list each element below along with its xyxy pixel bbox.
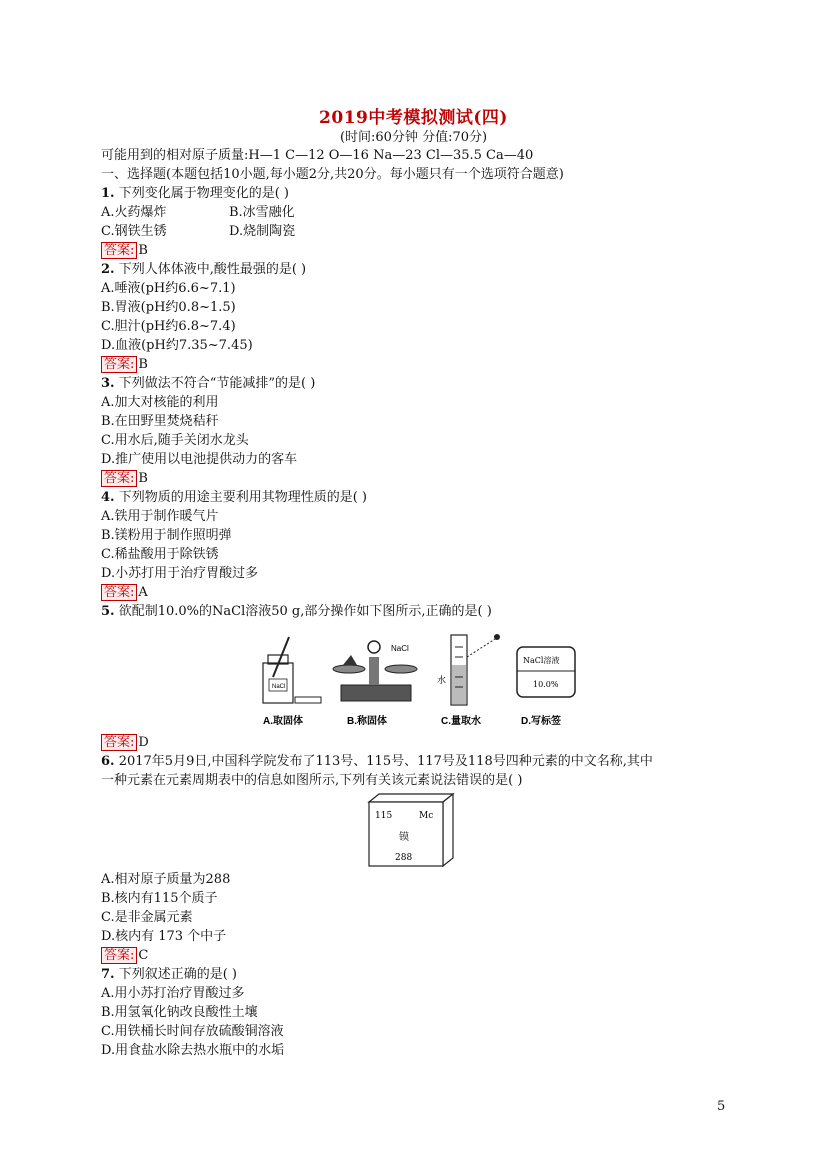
question-6-answer (101, 946, 741, 965)
question-6-stem-line-2: 一种元素在元素周期表中的信息如图所示,下列有关该元素说法错误的是( ) (101, 773, 523, 788)
answer-value: A (138, 585, 148, 600)
question-5-answer (101, 733, 741, 752)
question-1-stem (101, 184, 741, 203)
caption-d: D.写标签 (521, 716, 561, 727)
option-c: C.用铁桶长时间存放硫酸铜溶液 (101, 1024, 284, 1039)
option-c: C.是非金属元素 (101, 910, 193, 925)
element-name: 镆 (399, 832, 409, 843)
question-text: 下列物质的用途主要利用其物理性质的是( ) (114, 490, 367, 505)
option-d: D.用食盐水除去热水瓶中的水垢 (101, 1043, 285, 1058)
question-number: 5. (101, 604, 115, 619)
question-1-answer (101, 241, 741, 260)
question-4-answer (101, 583, 741, 602)
question-number: 6. (101, 754, 115, 769)
answer-value: C (138, 948, 149, 963)
option-d: D.烧制陶瓷 (229, 224, 296, 239)
caption-c: C.量取水 (441, 716, 481, 727)
element-cell-drawing (367, 792, 467, 868)
question-1-options-row-1 (101, 203, 741, 222)
element-number: 115 (375, 811, 393, 821)
caption-b: B.称固体 (347, 716, 387, 727)
question-7-stem (101, 965, 741, 984)
question-2-stem (101, 260, 741, 279)
question-text: 欲配制10.0%的NaCl溶液50 g,部分操作如下图所示,正确的是( ) (114, 604, 492, 619)
answer-tag[interactable]: 答案: (101, 242, 137, 259)
question-6-stem-line-1 (101, 752, 741, 771)
exam-subtitle: (时间:60分钟 分值:70分) (339, 130, 488, 145)
reagent-label-icon (517, 647, 575, 697)
answer-value: B (138, 357, 148, 372)
answer-value: B (138, 243, 148, 258)
element-symbol: Mc (419, 811, 434, 821)
option-c: C.胆汁(pH约6.8~7.4) (101, 319, 236, 334)
option-a: A.唾液(pH约6.6~7.1) (101, 281, 236, 296)
label-concentration: 10.0% (533, 680, 559, 689)
atomic-mass-line: 可能用到的相对原子质量:H—1 C—12 O—16 Na—23 Cl—35.5 Ca—40 (101, 148, 534, 163)
question-1-options-row-2 (101, 222, 741, 241)
label-title: NaCl溶液 (523, 656, 560, 665)
option-c: C.用水后,随手关闭水龙头 (101, 433, 249, 448)
option-b: B.在田野里焚烧秸秆 (101, 414, 219, 429)
option-b: B.用氢氧化钠改良酸性土壤 (101, 1005, 258, 1020)
option-a: A.相对原子质量为288 (101, 872, 231, 887)
balance-icon (333, 641, 417, 701)
bottle-label: NaCl (272, 684, 286, 690)
question-number: 2. (101, 262, 115, 277)
exam-title: 2019中考模拟测试(四) (319, 108, 508, 128)
exam-content (101, 146, 741, 1060)
reagent-bottle-icon (263, 637, 321, 703)
answer-tag[interactable]: 答案: (101, 470, 137, 487)
question-number: 7. (101, 967, 115, 982)
question-3-answer (101, 469, 741, 488)
question-4-stem (101, 488, 741, 507)
option-b: B.镁粉用于制作照明弹 (101, 528, 232, 543)
option-b: B.冰雪融化 (229, 205, 295, 220)
option-c: C.钢铁生锈 (101, 224, 167, 239)
question-3-stem (101, 374, 741, 393)
option-c: C.稀盐酸用于除铁锈 (101, 547, 219, 562)
option-d: D.推广使用以电池提供动力的客车 (101, 452, 298, 467)
answer-value: D (138, 735, 149, 750)
question-text: 2017年5月9日,中国科学院发布了113号、115号、117号及118号四种元素的中文名称,其中 (114, 754, 653, 769)
question-number: 3. (101, 376, 115, 391)
element-mass: 288 (395, 853, 413, 863)
graduated-cylinder-icon (437, 634, 500, 705)
water-label: 水 (437, 676, 447, 686)
question-text: 下列人体体液中,酸性最强的是( ) (114, 262, 307, 277)
answer-tag[interactable]: 答案: (101, 734, 137, 751)
option-d: D.小苏打用于治疗胃酸过多 (101, 566, 259, 581)
element-cell-figure (101, 790, 741, 870)
page-number: 5 (717, 1099, 726, 1114)
balance-label: NaCl (391, 644, 409, 653)
option-d: D.核内有 173 个中子 (101, 929, 227, 944)
option-d: D.血液(pH约7.35~7.45) (101, 338, 253, 353)
answer-tag[interactable]: 答案: (101, 584, 137, 601)
question-number: 1. (101, 186, 115, 201)
answer-tag[interactable]: 答案: (101, 356, 137, 373)
question-number: 4. (101, 490, 115, 505)
option-a: A.用小苏打治疗胃酸过多 (101, 986, 245, 1001)
answer-value: B (138, 471, 148, 486)
section-heading: 一、选择题(本题包括10小题,每小题2分,共20分。每小题只有一个选项符合题意) (101, 167, 564, 182)
question-text: 下列做法不符合“节能减排”的是( ) (114, 376, 316, 391)
question-5-stem (101, 602, 741, 621)
option-b: B.胃液(pH约0.8~1.5) (101, 300, 236, 315)
question-text: 下列叙述正确的是( ) (114, 967, 237, 982)
answer-tag[interactable]: 答案: (101, 947, 137, 964)
question-text: 下列变化属于物理变化的是( ) (114, 186, 289, 201)
lab-operations-figure (101, 621, 741, 733)
option-a: A.火药爆炸 (101, 205, 167, 220)
caption-a: A.取固体 (263, 716, 303, 727)
option-b: B.核内有115个质子 (101, 891, 218, 906)
option-a: A.铁用于制作暖气片 (101, 509, 219, 524)
option-a: A.加大对核能的利用 (101, 395, 219, 410)
lab-operations-drawing (251, 627, 631, 729)
question-2-answer (101, 355, 741, 374)
